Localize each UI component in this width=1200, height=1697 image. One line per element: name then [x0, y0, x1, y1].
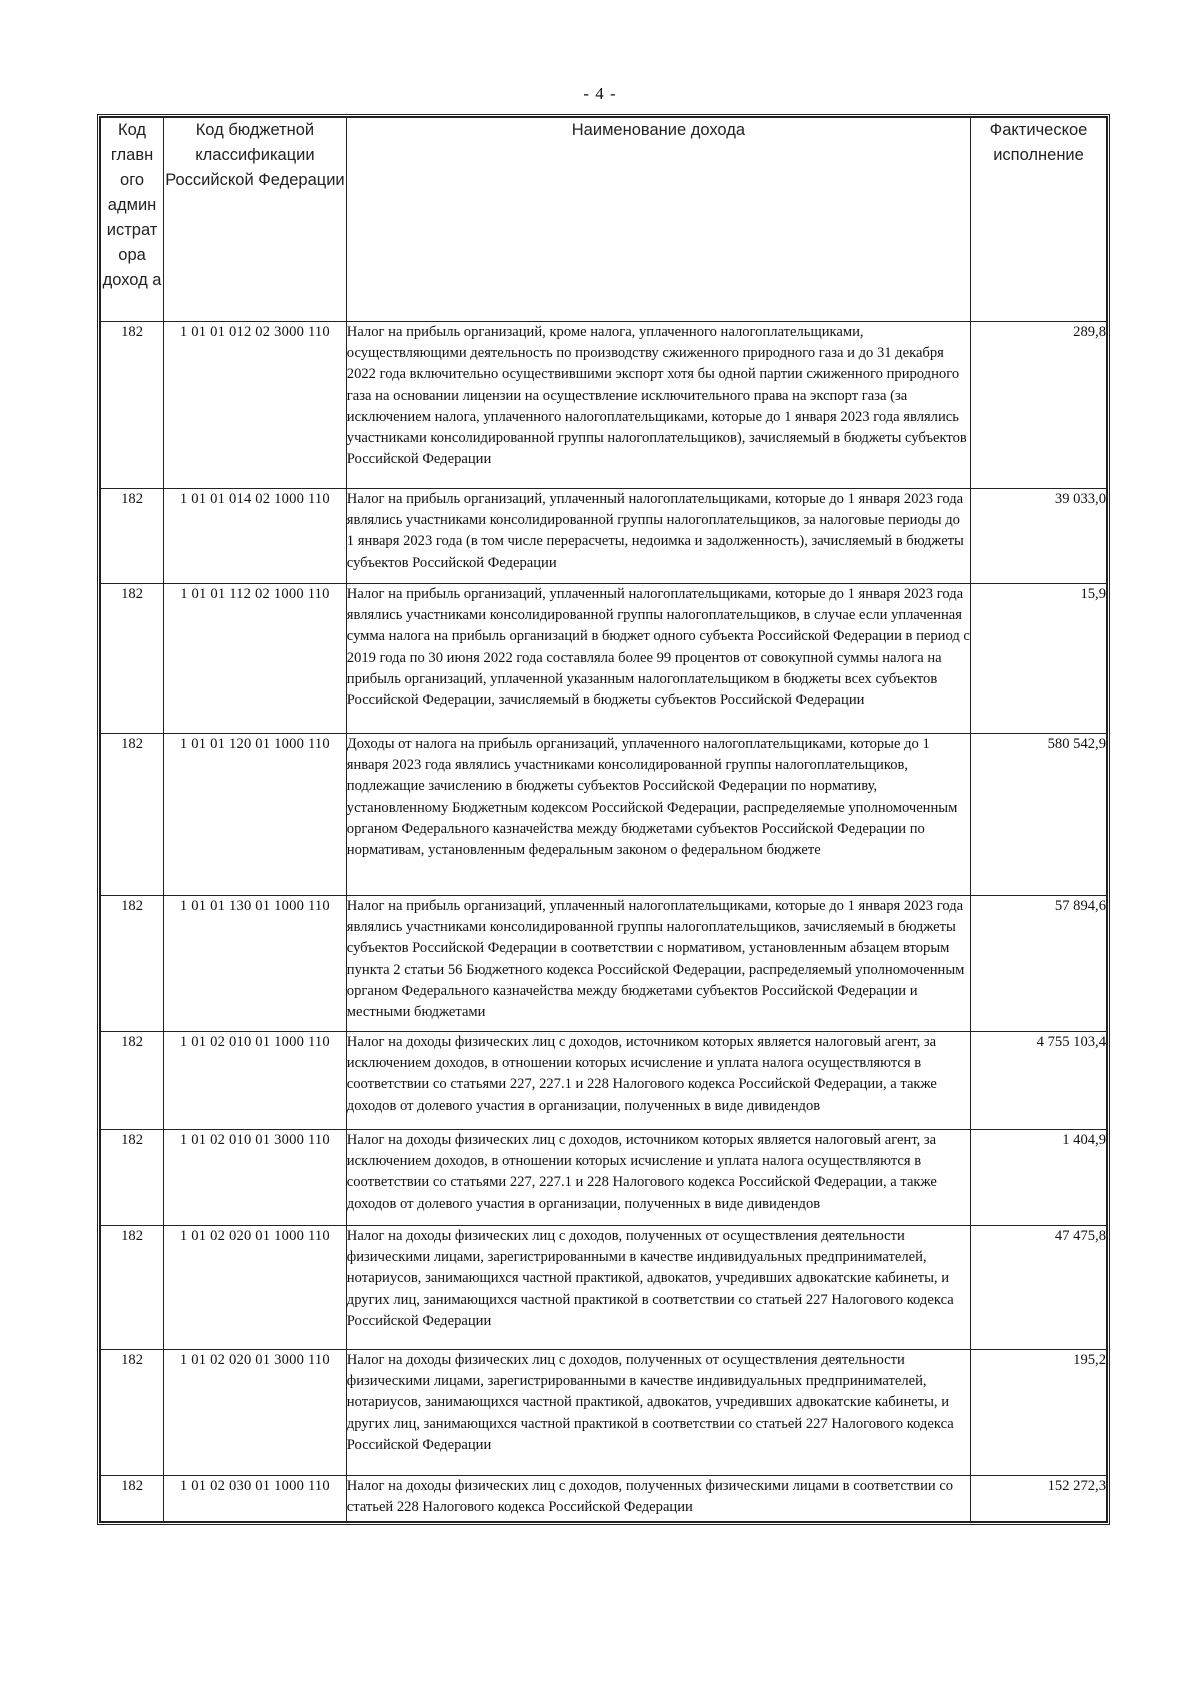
revenue-table-frame: [97, 114, 1110, 1525]
income-name-text: Налог на прибыль организаций, уплаченный налогоплательщиками, которые до 1 января 2023 года являлись участниками консолидированной группы налогоплательщиков, в случае если уплаченная сумма налога на прибыль организаций в бюджет одного субъекта Российской Федерации в период с 2019 года по 30 июня 2022 года составляла более 99 процентов от совокупной суммы налога на прибыль организаций, уплаченной указанным налогоплательщиком в бюджеты всех субъектов Российской Федерации, зачисляемый в бюджеты субъектов Российской Федерации: [346, 586, 970, 709]
table-row: [101, 1226, 1107, 1350]
cell-budget-code: 1 01 01 130 01 1000 110: [164, 896, 347, 1032]
cell-actual-value: 195,2: [971, 1350, 1107, 1476]
cell-admin-code: 182: [101, 896, 164, 1032]
cell-actual-value: 580 542,9: [971, 734, 1107, 896]
page-number: - 4 -: [583, 84, 617, 103]
cell-budget-code: 1 01 01 112 02 1000 110: [164, 584, 347, 734]
cell-budget-code: 1 01 01 120 01 1000 110: [164, 734, 347, 896]
income-name-text: Налог на прибыль организаций, уплаченный налогоплательщиками, которые до 1 января 2023 года являлись участниками консолидированной группы налогоплательщиков, зачисляемый в бюджеты субъектов Российской Федерации в соответствии с нормативом, установленным абзацем вторым пункта 2 статьи 56 Бюджетного кодекса Российской Федерации, распределяемый уполномоченным органом Федерального казначейства между бюджетами субъектов Российской Федерации и местными бюджетами: [346, 898, 965, 1021]
cell-actual-value: 289,8: [971, 322, 1107, 489]
table-row: [101, 1476, 1107, 1522]
header-actual-execution: Фактическое исполнение: [971, 118, 1107, 322]
header-income-name: Наименование дохода: [346, 118, 970, 322]
income-name-text: Налог на доходы физических лиц с доходов, источником которых является налоговый агент, за исключением доходов, в отношении которых исчисление и уплата налога осуществляются в соответствии со статьями 227, 227.1 и 228 Налогового кодекса Российской Федерации, а также доходов от долевого участия в организации, полученных в виде дивидендов: [346, 1132, 937, 1212]
table-row: [101, 1130, 1107, 1226]
cell-actual-value: 39 033,0: [971, 489, 1107, 584]
revenue-table: [100, 117, 1107, 1522]
table-row: [101, 734, 1107, 896]
table-row: [101, 1032, 1107, 1130]
cell-income-name: [346, 1226, 970, 1350]
cell-income-name: [346, 896, 970, 1032]
cell-admin-code: 182: [101, 489, 164, 584]
cell-admin-code: 182: [101, 1350, 164, 1476]
cell-admin-code: 182: [101, 322, 164, 489]
cell-actual-value: 4 755 103,4: [971, 1032, 1107, 1130]
table-row: [101, 322, 1107, 489]
cell-admin-code: 182: [101, 734, 164, 896]
cell-admin-code: 182: [101, 1476, 164, 1522]
header-budget-code: Код бюджетной классификации Российской Федерации: [164, 118, 347, 322]
income-name-text: Налог на прибыль организаций, уплаченный налогоплательщиками, которые до 1 января 2023 года являлись участниками консолидированной группы налогоплательщиков, за налоговые периоды до 1 января 2023 года (в том числе перерасчеты, недоимка и задолженность), зачисляемый в бюджеты субъектов Российской Федерации: [346, 491, 964, 571]
cell-admin-code: 182: [101, 1226, 164, 1350]
table-row: [101, 489, 1107, 584]
cell-budget-code: 1 01 02 020 01 3000 110: [164, 1350, 347, 1476]
cell-actual-value: 47 475,8: [971, 1226, 1107, 1350]
cell-income-name: [346, 1032, 970, 1130]
income-name-text: Налог на прибыль организаций, кроме налога, уплаченного налогоплательщиками, осуществляющими деятельность по производству сжиженного природного газа и до 31 декабря 2022 года включительно осуществившими экспорт хотя бы одной партии сжиженного природного газа на основании лицензии на осуществление исключительного права на экспорт газа (за исключением налога, уплаченного налогоплательщиками, которые до 1 января 2023 года являлись участниками консолидированной группы налогоплательщиков), зачисляемый в бюджеты субъектов Российской Федерации: [346, 324, 967, 468]
header-admin-code: Код главн ого админ истрат ора доход а: [101, 118, 164, 322]
cell-income-name: [346, 1350, 970, 1476]
income-name-text: Налог на доходы физических лиц с доходов, полученных от осуществления деятельности физическими лицами, зарегистрированными в качестве индивидуальных предпринимателей, нотариусов, занимающихся частной практикой, адвокатов, учредивших адвокатские кабинеты, и других лиц, занимающихся частной практикой в соответствии со статьей 227 Налогового кодекса Российской Федерации: [346, 1228, 954, 1329]
table-header-row: [101, 118, 1107, 322]
cell-budget-code: 1 01 02 010 01 3000 110: [164, 1130, 347, 1226]
cell-admin-code: 182: [101, 1032, 164, 1130]
cell-budget-code: 1 01 02 030 01 1000 110: [164, 1476, 347, 1522]
cell-actual-value: 15,9: [971, 584, 1107, 734]
cell-actual-value: 152 272,3: [971, 1476, 1107, 1522]
table-row: [101, 1350, 1107, 1476]
table-row: [101, 584, 1107, 734]
cell-income-name: [346, 489, 970, 584]
income-name-text: Налог на доходы физических лиц с доходов, полученных физическими лицами в соответствии со статьей 228 Налогового кодекса Российской Федерации: [346, 1478, 954, 1516]
cell-budget-code: 1 01 02 010 01 1000 110: [164, 1032, 347, 1130]
cell-budget-code: 1 01 01 012 02 3000 110: [164, 322, 347, 489]
cell-income-name: [346, 1130, 970, 1226]
income-name-text: Налог на доходы физических лиц с доходов, источником которых является налоговый агент, за исключением доходов, в отношении которых исчисление и уплата налога осуществляются в соответствии со статьями 227, 227.1 и 228 Налогового кодекса Российской Федерации, а также доходов от долевого участия в организации, полученных в виде дивидендов: [346, 1034, 937, 1114]
income-name-text: Доходы от налога на прибыль организаций, уплаченного налогоплательщиками, которые до 1 января 2023 года являлись участниками консолидированной группы налогоплательщиков, подлежащие зачислению в бюджеты субъектов Российской Федерации по нормативу, установленному Бюджетным кодексом Российской Федерации, распределяемые уполномоченным органом Федерального казначейства между бюджетами субъектов Российской Федерации по нормативам, установленным федеральным законом о федеральном бюджете: [346, 736, 958, 859]
income-name-text: Налог на доходы физических лиц с доходов, полученных от осуществления деятельности физическими лицами, зарегистрированными в качестве индивидуальных предпринимателей, нотариусов, занимающихся частной практикой, адвокатов, учредивших адвокатские кабинеты, и других лиц, занимающихся частной практикой в соответствии со статьей 227 Налогового кодекса Российской Федерации: [346, 1352, 954, 1453]
cell-budget-code: 1 01 01 014 02 1000 110: [164, 489, 347, 584]
cell-actual-value: 1 404,9: [971, 1130, 1107, 1226]
cell-income-name: [346, 584, 970, 734]
cell-admin-code: 182: [101, 1130, 164, 1226]
cell-budget-code: 1 01 02 020 01 1000 110: [164, 1226, 347, 1350]
cell-income-name: [346, 322, 970, 489]
cell-income-name: [346, 1476, 970, 1522]
cell-actual-value: 57 894,6: [971, 896, 1107, 1032]
table-row: [101, 896, 1107, 1032]
cell-admin-code: 182: [101, 584, 164, 734]
cell-income-name: [346, 734, 970, 896]
